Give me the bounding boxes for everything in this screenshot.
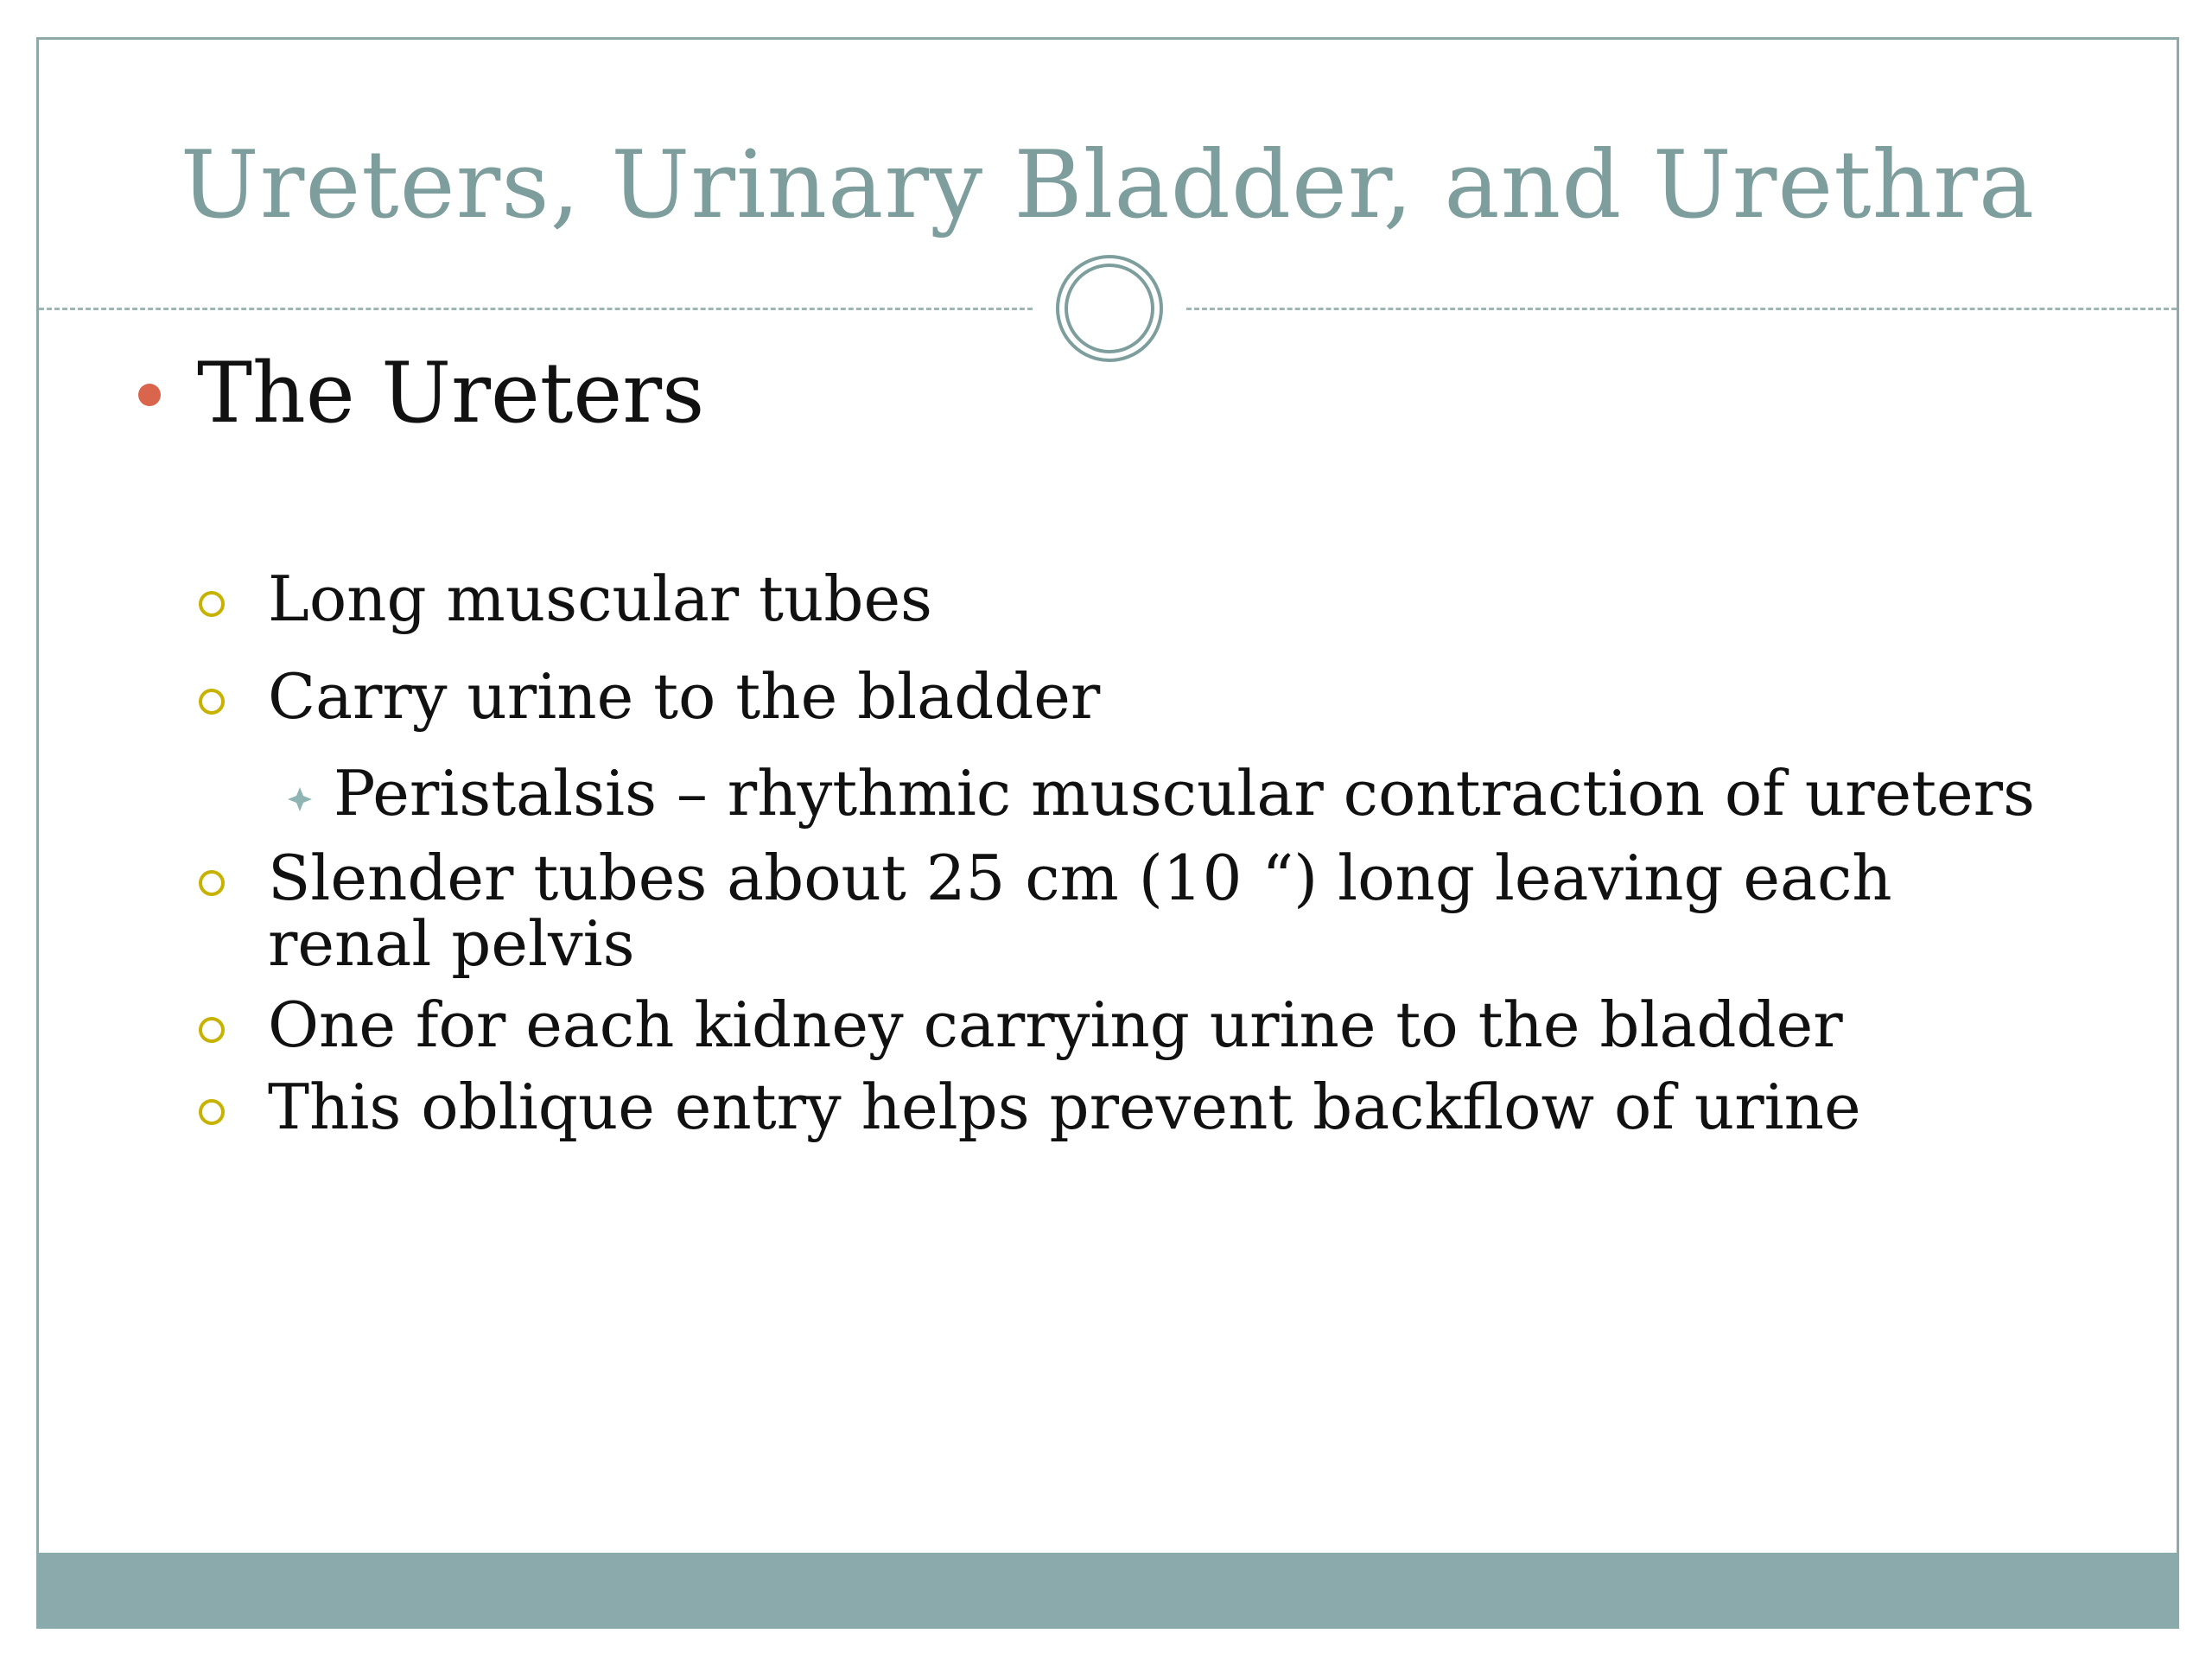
divider-line-right [1186, 308, 2177, 310]
list-item-text: Carry urine to the bladder [268, 660, 1101, 733]
star-bullet-icon [285, 785, 315, 814]
hollow-circle-bullet-icon [199, 1099, 225, 1125]
hollow-circle-bullet-icon [199, 689, 225, 715]
double-ring-icon [1054, 253, 1165, 364]
hollow-circle-bullet-icon [199, 870, 225, 896]
filled-circle-bullet-icon [138, 384, 161, 406]
list-item-text: Slender tubes about 25 cm (10 “) long leaving each renal pelvis [268, 842, 1892, 980]
list-item-text: This oblique entry helps prevent backflow of urine [268, 1071, 1861, 1143]
list-item-text: One for each kidney carrying urine to the bladder [268, 988, 1843, 1061]
level1-heading: The Ureters [197, 345, 705, 442]
sub-list-item-text: Peristalsis – rhythmic muscular contraction of ureters [334, 757, 2036, 830]
divider-line-left [39, 308, 1033, 310]
slide-title: Ureters, Urinary Bladder, and Urethra [180, 131, 2036, 239]
hollow-circle-bullet-icon [199, 591, 225, 617]
hollow-circle-bullet-icon [199, 1017, 225, 1043]
list-item-text: Long muscular tubes [268, 563, 933, 635]
footer-accent-bar [36, 1553, 2179, 1629]
